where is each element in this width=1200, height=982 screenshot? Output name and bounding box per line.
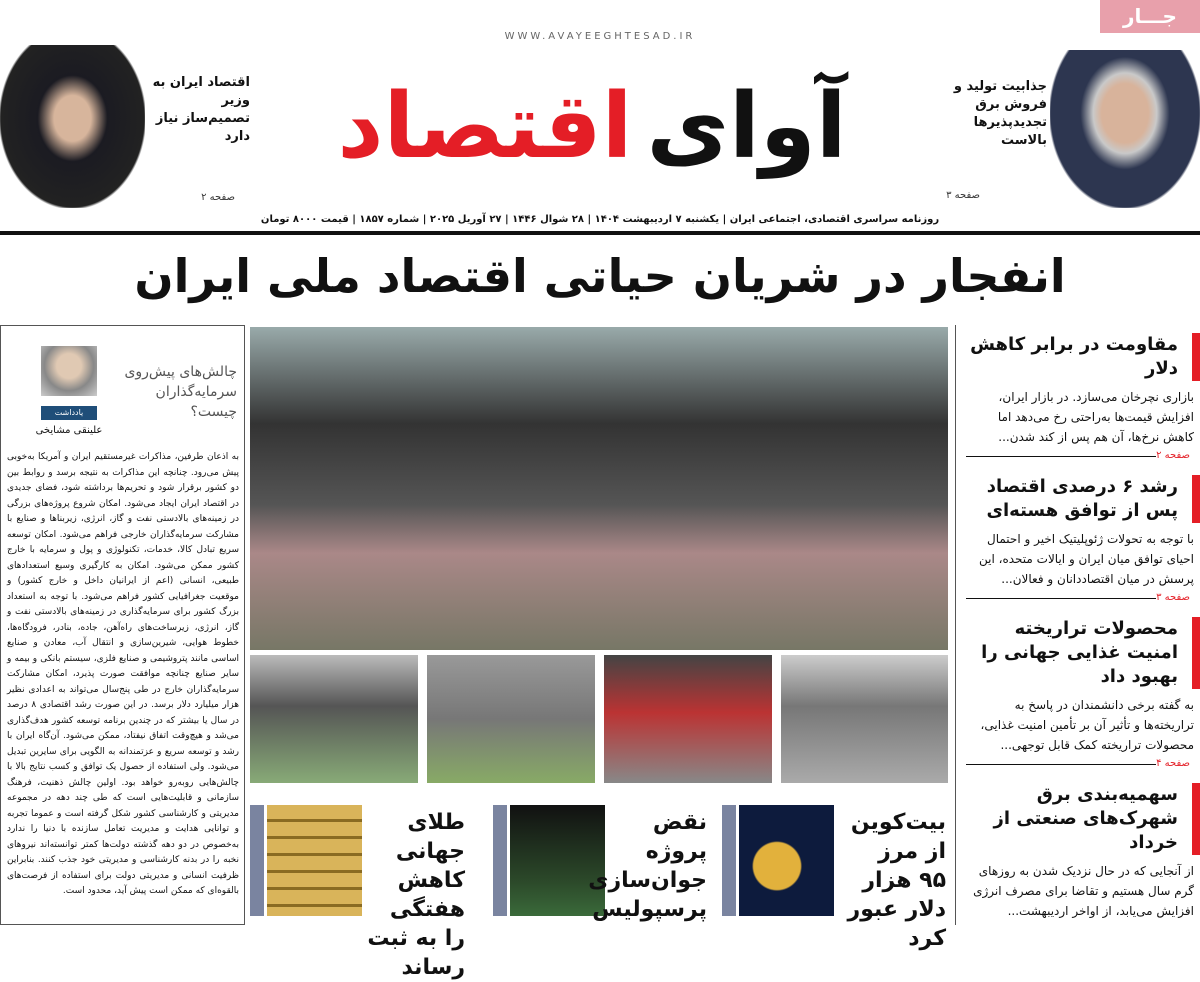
- bottom-story-bitcoin[interactable]: بیت‌کوین از مرز ۹۵ هزار دلار عبور کرد: [847, 810, 946, 951]
- news-page[interactable]: صفحه ۳: [1156, 592, 1190, 603]
- news-page[interactable]: صفحه ۴: [1156, 758, 1190, 769]
- main-photo-explosion: [250, 327, 948, 650]
- divider: [966, 764, 1156, 765]
- bottom-story-persepolis[interactable]: نقض پروژه جوان‌سازی پرسپولیس: [588, 810, 707, 922]
- thumb-photo-3: [604, 655, 772, 783]
- news-summary: با توجه به تحولات ژئوپلیتیک اخیر و احتمال احیای توافق میان ایران و ایالات متحده، این پرسش در میان اقتصاددانان و فعالان...: [978, 532, 1194, 586]
- site-url[interactable]: WWW.AVAYEEGHTESAD.IR: [504, 31, 696, 42]
- bitcoin-image: [739, 805, 834, 916]
- thumb-photo-1: [250, 655, 418, 783]
- right-teaser-photo: [1050, 50, 1200, 208]
- right-news-column: [955, 325, 1200, 925]
- divider: [0, 231, 1200, 235]
- logo: [262, 52, 922, 202]
- opinion-tag: یادداشت: [41, 406, 97, 420]
- news-page[interactable]: صفحه ۲: [1156, 450, 1190, 461]
- gold-bars-image: [267, 805, 362, 916]
- opinion-column: [0, 325, 245, 925]
- right-teaser-page[interactable]: صفحه ۳: [946, 190, 980, 201]
- news-item[interactable]: [966, 475, 1194, 605]
- news-summary: از آنجایی که در حال نزدیک شدن به روزهای گرم سال هستیم و تقاضا برای مصرف انرژی افزایش می‌یابد، از اواخر اردیبهشت...: [973, 864, 1194, 918]
- thumb-photo-2: [427, 655, 595, 783]
- left-teaser-photo: [0, 45, 145, 208]
- author-photo: [41, 346, 97, 396]
- news-item[interactable]: [966, 783, 1194, 921]
- football-team-image: [510, 805, 605, 916]
- bottom-story-gold[interactable]: طلای جهانی کاهش هفتگی را به ثبت رساند: [367, 810, 465, 980]
- news-item[interactable]: [966, 617, 1194, 771]
- logo-black-text: آوای: [646, 74, 847, 179]
- section-badge: جـــار: [1100, 0, 1200, 33]
- divider: [966, 456, 1156, 457]
- left-teaser-page[interactable]: صفحه ۲: [201, 192, 235, 203]
- news-item[interactable]: [966, 333, 1194, 463]
- news-title[interactable]: محصولات تراریخته امنیت غذایی جهانی را بهبود داد: [966, 617, 1200, 689]
- issue-info-bar: روزنامه سراسری اقتصادی، اجتماعی ایران | یکشنبه ۷ اردیبهشت ۱۴۰۴ | ۲۸ شوال ۱۴۴۶ | ۲۷ آوریل ۲۰۲۵ | شماره ۱۸۵۷ | قیمت ۸۰۰۰ تومان: [260, 214, 940, 225]
- main-headline[interactable]: انفجار در شریان حیاتی اقتصاد ملی ایران: [134, 249, 1066, 303]
- news-summary: بازاری نچرخان می‌سازد. در بازار ایران، افزایش قیمت‌ها به‌راحتی رخ می‌دهد اما کاهش نرخ‌ها، آن هم پس از کند شدن...: [997, 390, 1194, 444]
- news-title[interactable]: مقاومت در برابر کاهش دلار: [966, 333, 1200, 381]
- bottom-bar-3: [250, 805, 264, 916]
- opinion-title[interactable]: چالش‌های پیش‌روی سرمایه‌گذاران چیست؟: [124, 364, 237, 420]
- author-name: علینقی مشایخی: [35, 425, 103, 436]
- bottom-bar-1: [722, 805, 736, 916]
- divider: [966, 598, 1156, 599]
- news-title[interactable]: رشد ۶ درصدی اقتصاد پس از توافق هسته‌ای: [966, 475, 1200, 523]
- news-summary: به گفته برخی دانشمندان در پاسخ به تراریخته‌ها و تأثیر آن بر تأمین امنیت غذایی، محصولات تراریخته کمک قابل توجهی...: [980, 698, 1194, 752]
- news-title[interactable]: سهمیه‌بندی برق شهرک‌های صنعتی از خرداد: [966, 783, 1200, 855]
- thumb-photo-4: [781, 655, 948, 783]
- left-teaser-title[interactable]: اقتصاد ایران به وزیر تصمیم‌ساز نیاز دارد: [152, 75, 250, 144]
- logo-red-text: اقتصاد: [337, 74, 633, 179]
- bottom-bar-2: [493, 805, 507, 916]
- right-teaser-title[interactable]: جذابیت تولید و فروش برق تجدیدپذیرها بالاست: [953, 79, 1047, 148]
- opinion-body: به اذعان طرفین، مذاکرات غیرمستقیم ایران و آمریکا به‌خوبی پیش می‌رود. چنانچه این مذاکرات به نتیجه برسد و روابط بین دو کشور برقرار شود و تحریم‌ها برداشته شود، فضای جدیدی در اقتصاد ایران ایجاد می‌شود. امکان شروع پروژه‌های بزرگی در زمینه‌های بالادستی نفت و گاز، انرژی، زیربناها و صنایع با مشارکت سرمایه‌گذاران خارجی فراهم می‌شود. امکان توسعه سریع تبادل کالا، خدمات، تکنولوژی و پول و سرمایه با خارج کشور ممکن می‌شود. امکان به کارگیری وسیع استعدادهای طبیعی، انسانی (اعم از ایرانیان داخل و خارج کشور) و موقعیت جغرافیایی کشور فراهم می‌شود. با توجه به استعداد بزرگ کشور برای سرمایه‌گذاری در زمینه‌های بالادستی نفت و گاز، انرژی، زیرساخت‌های راه‌آهن، جاده، بنادر، فرودگاه‌ها، خطوط هوایی، شیرین‌سازی و انتقال آب، معادن و صنایع اساسی مانند پتروشیمی و صنایع فلزی، سیستم بانکی و بیمه و سایر صنایع چنانچه موافقت صورت پذیرد، امکان مشارکت سرمایه‌گذاران خارج در طی پنج‌سال می‌تواند به اعدادی نظیر هزار میلیارد دلار برسد. در این صورت رشد اقتصادی ۸ درصد در سال یا بیشتر که در چندین برنامه توسعه کشور هدف‌گذاری می‌شد و هیچ‌وقت اتفاق نیفتاد، ممکن می‌شود. آن‌گاه ایران با رشد و توسعه سریع و عزتمندانه به الگویی برای سایرین تبدیل می‌شود. ولی استفاده از حصول یک توافق و کسب نتایج بالا با چالش‌هایی روبه‌رو خواهد بود. اولین چالش ذهنیت، فرهنگ سازمانی و قابلیت‌هایی است که طی چند دهه در مجموعه مدیریتی و کارشناسی کشور شکل گرفته است و عموما تجربه و توانایی هدایت و مدیریت تعامل سازنده با دنیا را ندارد به‌خصوص در دو دهه گذشته دولت‌ها کمتر توانسته‌اند نیروهای نخبه را در بدنه کارشناسی و مدیریتی خود جذب کنند. بنابراین ظرفیت انسانی و مدیریتی دولت برای استفاده از فرصت‌های بالقوه‌ای که ممکن است پیش آید، محدود است.: [7, 452, 239, 896]
